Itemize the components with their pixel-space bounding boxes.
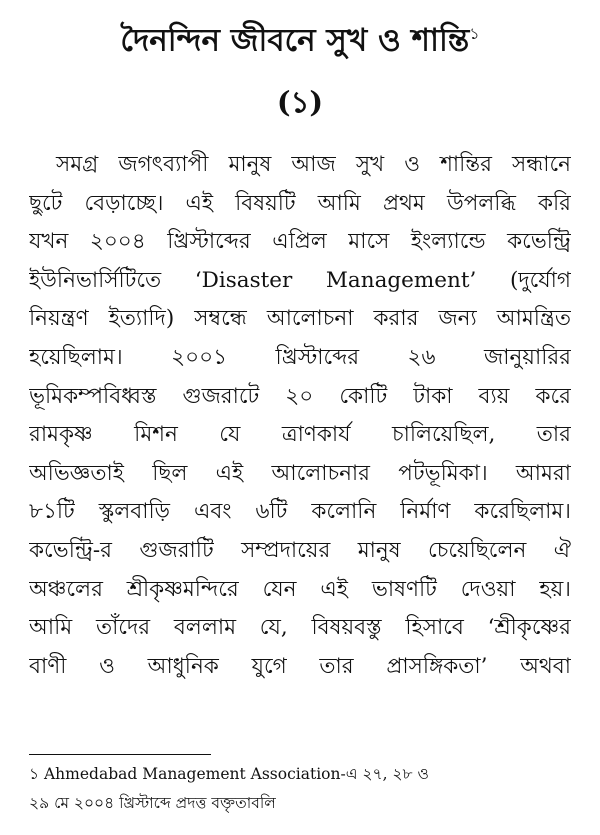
body-paragraph [29, 146, 571, 686]
paragraph-line: ছুটে বেড়াচ্ছে। এই বিষয়টি আমি প্রথম উপলব্ধি করি [29, 190, 571, 216]
paragraph-line: ইউনিভার্সিটিতে ‘Disaster Management’ (দুর্যোগ [29, 267, 571, 293]
paragraph-line: অভিজ্ঞতাই ছিল এই আলোচনার পটভূমিকা। আমরা [29, 460, 571, 486]
paragraph-line: ৮১টি স্কুলবাড়ি এবং ৬টি কলোনি নির্মাণ করেছিলাম। [29, 499, 571, 525]
footnote-divider [29, 754, 211, 755]
paragraph-line: যখন ২০০৪ খ্রিস্টাব্দের এপ্রিল মাসে ইংল্যান্ডে কভেন্ট্রি [29, 229, 571, 255]
paragraph-line: বাণী ও আধুনিক যুগে তার প্রাসঙ্গিকতা’ অথবা [29, 653, 571, 679]
footnote-line: ১ Ahmedabad Management Association-এ ২৭, ২৮ ও [29, 765, 429, 783]
title-text: দৈনন্দিন জীবনে সুখ ও শান্তি [120, 22, 470, 59]
paragraph-line: সমগ্র জগৎব্যাপী মানুষ আজ সুখ ও শান্তির সন্ধানে [56, 152, 571, 177]
paragraph-line: অঞ্চলের শ্রীকৃষ্ণমন্দিরে যেন এই ভাষণটি দেওয়া হয়। [29, 576, 571, 602]
paragraph-line: নিয়ন্ত্রণ ইত্যাদি) সম্বন্ধে আলোচনা করার জন্য আমন্ত্রিত [29, 306, 571, 332]
paragraph-line: আমি তাঁদের বললাম যে, বিষয়বস্তু হিসাবে ‘শ্রীকৃষ্ণের [29, 615, 571, 641]
paragraph-line: কভেন্ট্রি-র গুজরাটি সম্প্রদায়ের মানুষ চেয়েছিলেন ঐ [29, 537, 571, 563]
paragraph-line: ভূমিকম্পবিধ্বস্ত গুজরাটে ২০ কোটি টাকা ব্যয় করে [29, 383, 571, 409]
section-number: (১) [276, 85, 324, 119]
chapter-title [0, 12, 600, 62]
paragraph-line: হয়েছিলাম। ২০০১ খ্রিস্টাব্দের ২৬ জানুয়ারির [29, 344, 571, 370]
footnote-line: ২৯ মে ২০০৪ খ্রিস্টাব্দে প্রদত্ত বক্তৃতাবলি [29, 794, 276, 812]
footnote [29, 760, 574, 818]
paragraph-line: রামকৃষ্ণ মিশন যে ত্রাণকার্য চালিয়েছিল, তার [29, 422, 571, 448]
title-footnote-marker: ১ [469, 24, 480, 43]
